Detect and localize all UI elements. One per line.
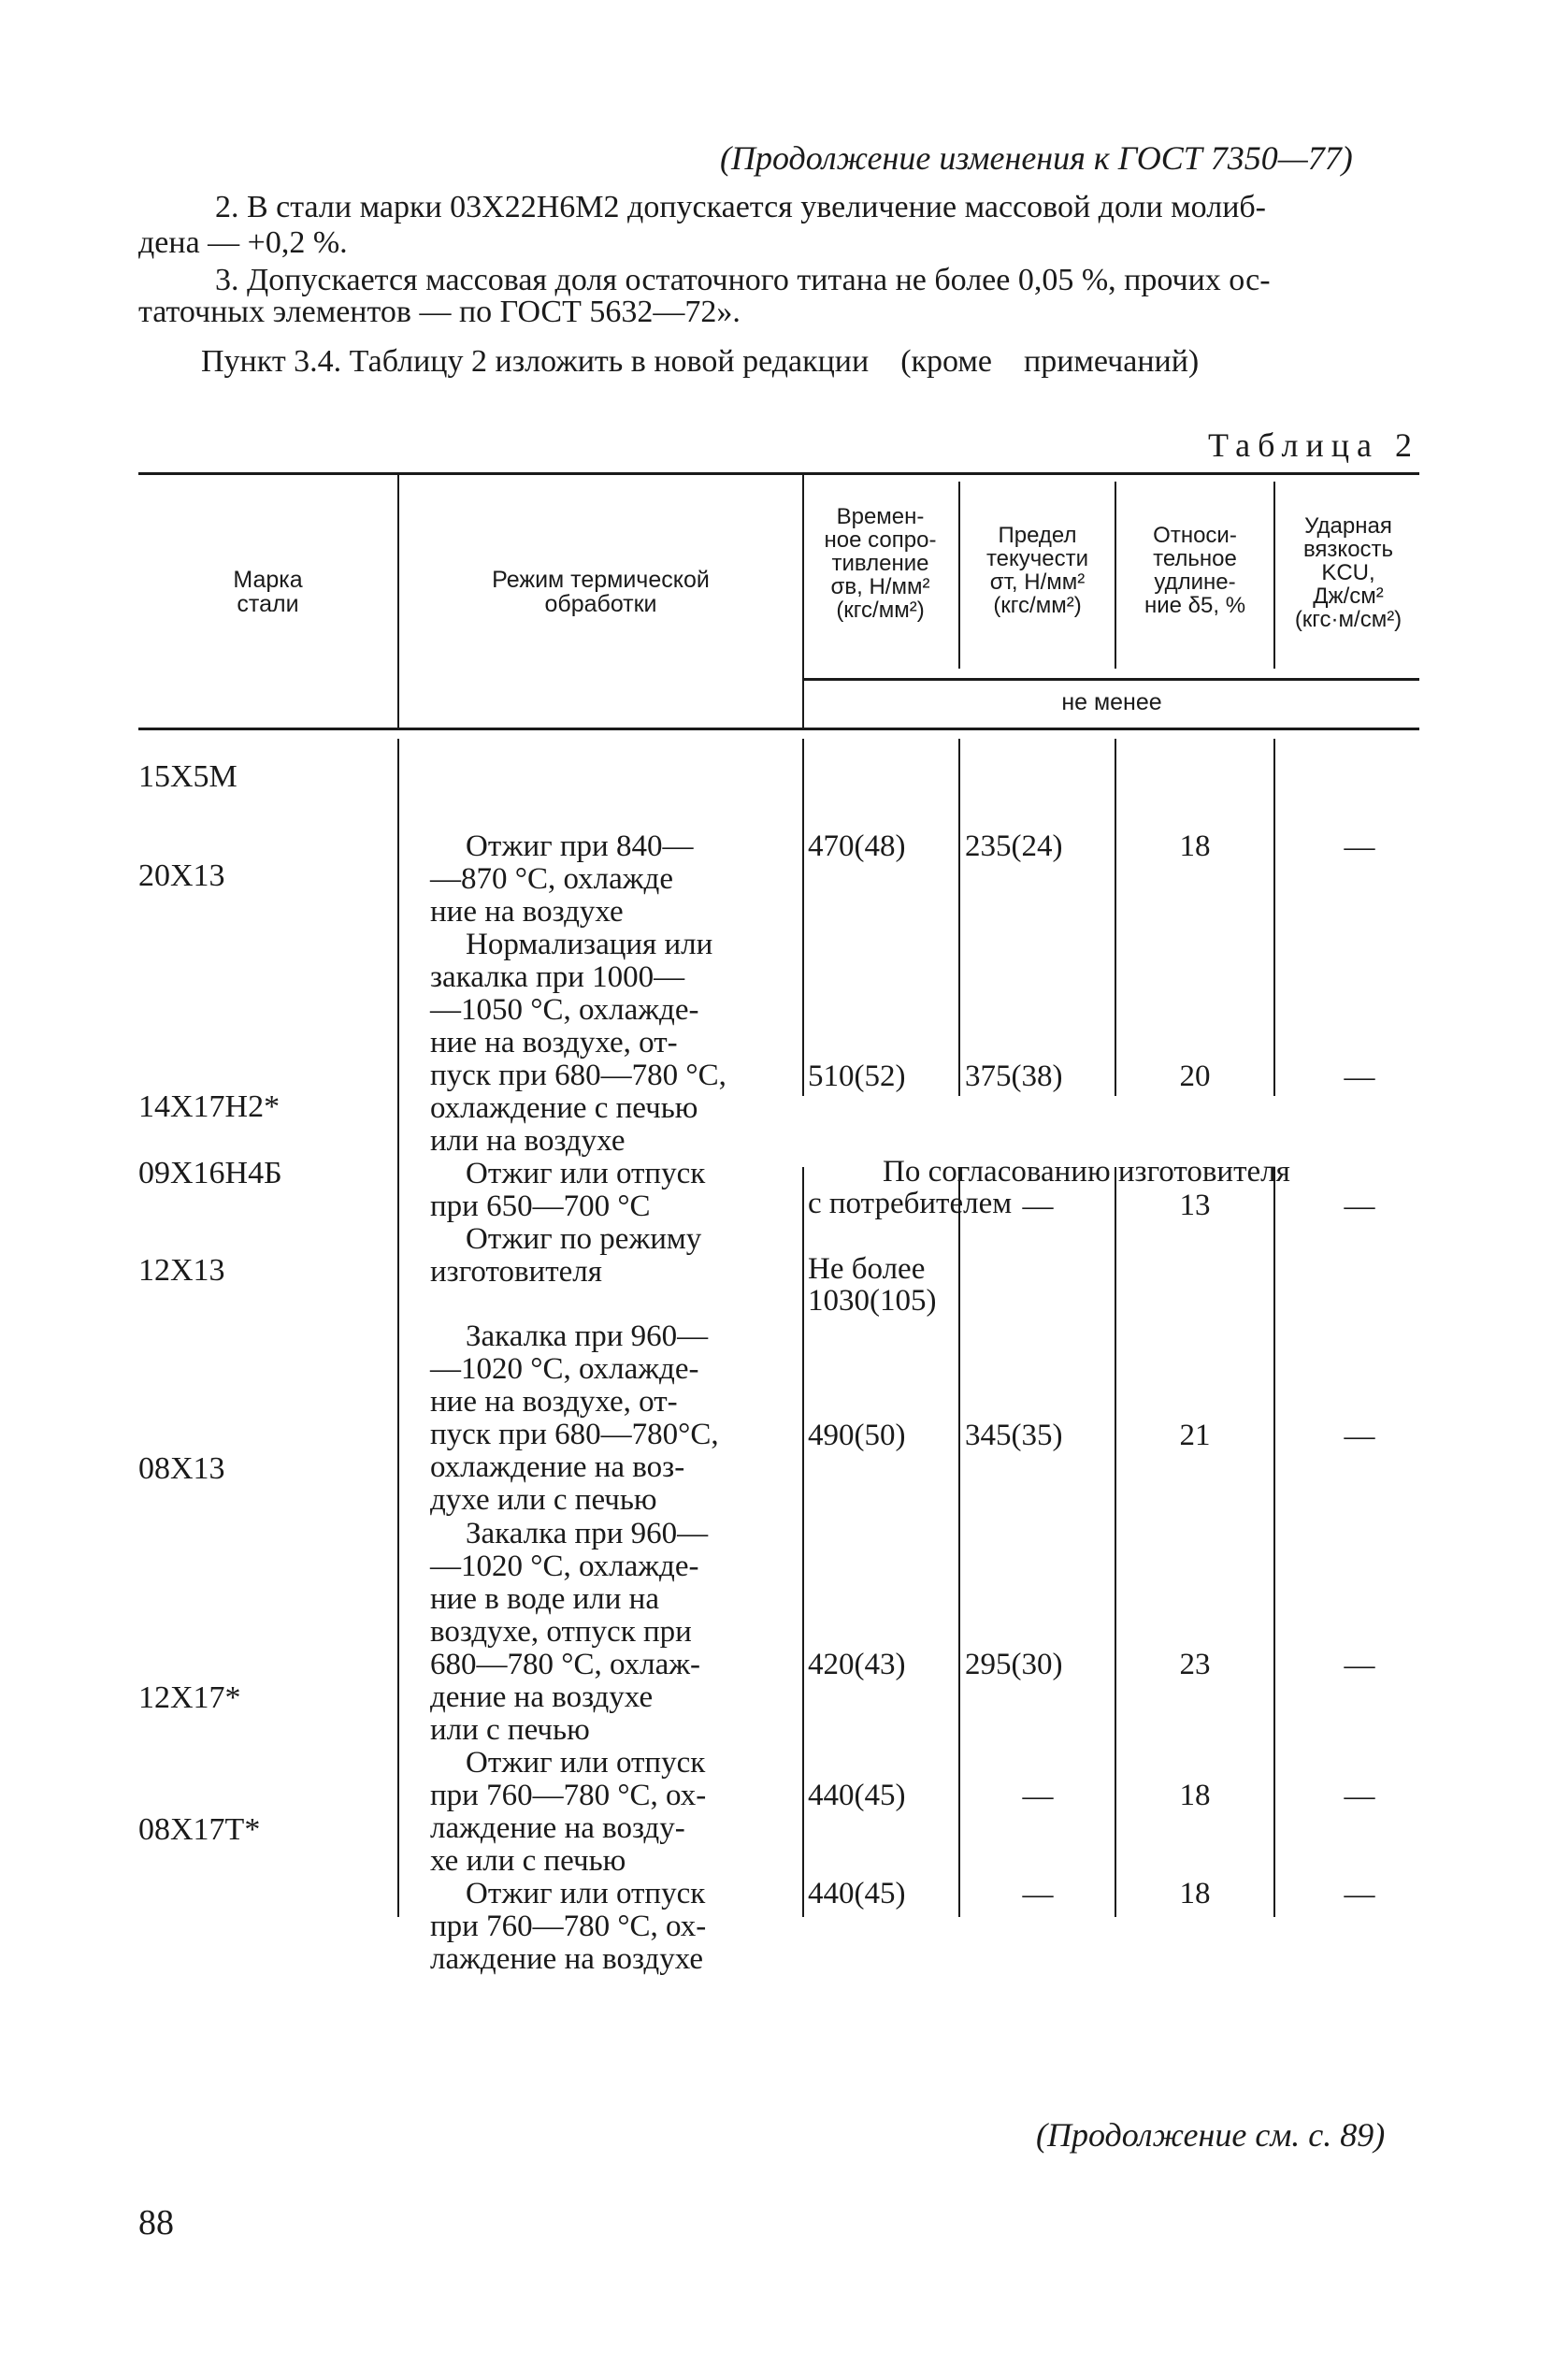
header-bottom-rule — [138, 728, 1419, 730]
table-row-mode: Отжиг при 840— —870 °С, охлажде ние на воздухе — [430, 829, 694, 929]
table-row-grade: 09Х16Н4Б — [138, 1156, 282, 1190]
table-row-impact: — — [1344, 1420, 1375, 1453]
table-row-yield: 345(35) — [965, 1419, 1063, 1452]
table-row-grade: 08Х17Т* — [138, 1812, 261, 1847]
table-row-impact: — — [1344, 830, 1375, 864]
header-min-note: не менее — [1061, 689, 1162, 715]
note-3-line-1: 3. Допускается массовая доля остаточного титана не более 0,05 %, прочих ос- — [215, 263, 1271, 297]
table-row-grade: 14Х17Н2* — [138, 1089, 281, 1124]
table-row-grade: 20Х13 — [138, 858, 225, 893]
body-vline-4a — [1115, 739, 1116, 1096]
clause-3-4: Пункт 3.4. Таблицу 2 изложить в новой редакции (кроме примечаний) — [201, 344, 1200, 379]
table-row-tensile: 420(43) — [808, 1648, 906, 1681]
table-row-grade: 12Х17* — [138, 1680, 241, 1715]
body-vline-5a — [1273, 739, 1275, 1096]
note-2-line-2: дена — +0,2 %. — [138, 225, 348, 260]
body-vline-5b — [1273, 1167, 1275, 1917]
table-row-yield: 375(38) — [965, 1059, 1063, 1093]
header-elongation: Относи- тельное удлине- ние δ5, % — [1144, 523, 1246, 618]
header-yield: Предел текучести σт, Н/мм² (кгс/мм²) — [985, 523, 1089, 618]
table-row-tensile: 470(48) — [808, 829, 906, 863]
table-row-impact: — — [1344, 1060, 1375, 1094]
body-vline-3b — [958, 1167, 960, 1917]
table-row-tensile: 440(45) — [808, 1877, 906, 1910]
page-number: 88 — [138, 2203, 174, 2242]
table-title: Таблица 2 — [1208, 426, 1419, 464]
table-row-yield: 295(30) — [965, 1648, 1063, 1681]
body-vline-1 — [397, 739, 399, 1917]
table-row-mode: Отжиг по режиму изготовителя — [430, 1222, 702, 1289]
body-vline-2b — [802, 1167, 804, 1917]
body-vline-2a — [802, 739, 804, 1096]
table-row-tensile: 490(50) — [808, 1419, 906, 1452]
continuation-footer: (Продолжение см. с. 89) — [1036, 2116, 1386, 2154]
table-top-rule — [138, 472, 1419, 475]
table-row-elongation: 18 — [1179, 829, 1211, 863]
table-row-elongation: 18 — [1179, 1877, 1211, 1910]
table-row-mode: Нормализация или закалка при 1000— —1050 °С, охлажде- ние на воздухе, от- пуск при 680—780 °С, охлаждение с печью или на воздухе — [430, 928, 726, 1158]
table-row-elongation: 18 — [1179, 1779, 1211, 1812]
table-row-mode: Закалка при 960— —1020 °С, охлажде- ние на воздухе, от- пуск при 680—780°С, охлаждение на воз- духе или с печью — [430, 1319, 719, 1517]
table-row-yield: — — [1022, 1189, 1054, 1223]
table-row-grade: 15Х5М — [138, 759, 237, 794]
table-row-impact: — — [1344, 1780, 1375, 1813]
header-grade: Марка стали — [233, 567, 303, 617]
table-row-mode: Отжиг или отпуск при 760—780 °С, ох- лаждение на возду- хе или с печью — [430, 1746, 707, 1878]
table-row-grade: 12Х13 — [138, 1253, 225, 1288]
header-mid-rule — [804, 678, 1419, 681]
table-row-yield: — — [1022, 1780, 1054, 1813]
table-row-mode: Отжиг или отпуск при 760—780 °С, ох- лаждение на воздухе — [430, 1877, 707, 1976]
table-row-yield: 235(24) — [965, 829, 1063, 863]
body-vline-3a — [958, 739, 960, 1096]
table-row-span-note: По согласованию изготовителя с потребителем — [808, 1155, 1290, 1220]
table-row-tensile: 440(45) — [808, 1779, 906, 1812]
table-row-grade: 08Х13 — [138, 1451, 225, 1486]
table-row-tensile: 510(52) — [808, 1059, 906, 1093]
continuation-header: (Продолжение изменения к ГОСТ 7350—77) — [720, 139, 1353, 177]
table-row-yield: — — [1022, 1878, 1054, 1911]
table-row-tensile: Не более 1030(105) — [808, 1252, 937, 1318]
table-row-impact: — — [1344, 1878, 1375, 1911]
table-row-mode: Отжиг или отпуск при 650—700 °С — [430, 1157, 706, 1223]
header-mode: Режим термической обработки — [492, 567, 710, 617]
header-impact: Ударная вязкость KCU, Дж/см² (кгс·м/см²) — [1294, 513, 1403, 632]
table-row-impact: — — [1344, 1649, 1375, 1682]
table-row-impact: — — [1344, 1189, 1375, 1223]
table-row-elongation: 20 — [1179, 1059, 1211, 1093]
table-row-elongation: 21 — [1179, 1419, 1211, 1452]
table-row-elongation: 23 — [1179, 1648, 1211, 1681]
table-row-elongation: 13 — [1179, 1189, 1211, 1222]
table-row-mode: Закалка при 960— —1020 °С, охлажде- ние в воде или на воздухе, отпуск при 680—780 °С, охлаж- дение на воздухе или с печью — [430, 1517, 709, 1747]
note-3-line-2: таточных элементов — по ГОСТ 5632—72». — [138, 295, 741, 329]
note-2-line-1: 2. В стали марки 03Х22Н6М2 допускается увеличение массовой доли молиб- — [215, 190, 1267, 224]
header-tensile: Времен- ное сопро- тивление σв, Н/мм² (кгс/мм²) — [824, 504, 937, 623]
